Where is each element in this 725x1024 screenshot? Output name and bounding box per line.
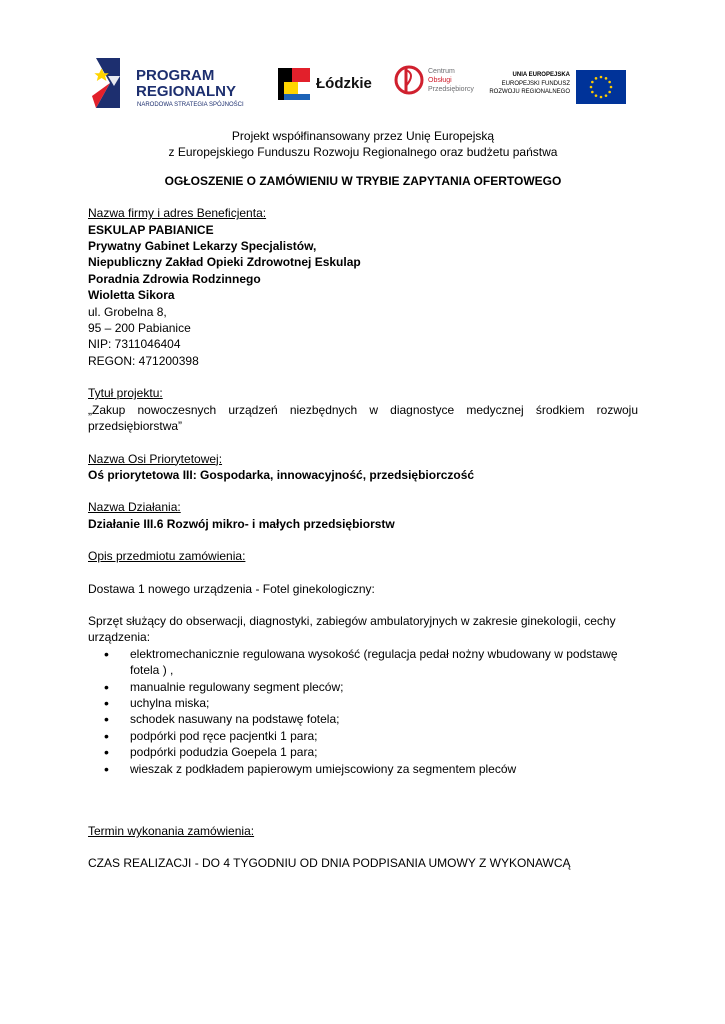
description-label: Opis przedmiotu zamówienia: — [88, 549, 246, 564]
lodzkie-logo — [278, 68, 378, 108]
cop-emblem — [394, 62, 424, 102]
lodzkie-text: Łódzkie — [316, 75, 372, 92]
eu-star-icon — [610, 86, 613, 89]
beneficiary-name-2: Prywatny Gabinet Lekarzy Specjalistów, — [88, 239, 317, 254]
list-item: • manualnie regulowany segment pleców; — [130, 679, 638, 695]
deadline-label: Termin wykonania zamówienia: — [88, 824, 255, 838]
deadline-section — [88, 823, 638, 872]
program-line2: REGIONALNY — [136, 83, 237, 100]
address-nip: NIP: 7311046404 — [88, 337, 181, 352]
description-section — [88, 548, 638, 777]
beneficiary-name-1: ESKULAP PABIANICE — [88, 222, 214, 237]
program-regionalny-logo — [90, 56, 260, 112]
eu-line2: EUROPEJSKI FUNDUSZ — [501, 81, 570, 87]
eu-star-icon — [591, 81, 594, 84]
eu-star-icon — [600, 96, 603, 99]
list-item: • podpórki podudzia Goepela 1 para; — [130, 744, 638, 760]
eu-star-icon — [595, 94, 598, 97]
axis-label: Nazwa Osi Priorytetowej: — [88, 451, 223, 466]
cop-logo — [394, 62, 484, 110]
eu-star-icon — [600, 76, 603, 79]
beneficiary-name-3: Niepubliczny Zakład Opieki Zdrowotnej Eskulap — [88, 255, 361, 270]
features-list — [88, 646, 638, 777]
cofinance-line-1: Projekt współfinansowany przez Unię Europejską — [231, 129, 495, 143]
list-item: • schodek nasuwany na podstawę fotela; — [130, 711, 638, 727]
eu-logo — [489, 70, 628, 106]
project-title-line-1: „Zakup nowoczesnych urządzeń niezbędnych w diagnostyce medycznej środkiem rozwoju — [88, 402, 638, 417]
program-line3: NARODOWA STRATEGIA SPÓJNOŚCI — [137, 102, 244, 108]
eu-flag-icon — [576, 70, 626, 104]
beneficiary-section — [88, 205, 638, 369]
eu-line3: ROZWOJU REGIONALNEGO — [489, 89, 570, 95]
axis-value: Oś priorytetowa III: Gospodarka, innowacyjność, przedsiębiorczość — [88, 467, 475, 482]
cofinance-line-2: z Europejskiego Funduszu Rozwoju Regionalnego oraz budżetu państwa — [168, 145, 558, 160]
beneficiary-name-4: Poradnia Zdrowia Rodzinnego — [88, 271, 261, 286]
address-street: ul. Grobelna 8, — [88, 304, 167, 319]
action-value: Działanie III.6 Rozwój mikro- i małych przedsiębiorstw — [88, 516, 395, 531]
address-regon: REGON: 471200398 — [88, 353, 199, 368]
logo-strip — [88, 56, 628, 112]
eu-star-icon — [608, 81, 611, 84]
list-item: • uchylna miska; — [130, 695, 638, 711]
lodzkie-emblem — [278, 68, 310, 100]
eu-star-icon — [608, 91, 611, 94]
program-regionalny-emblem — [90, 56, 124, 110]
eu-star-icon — [595, 77, 598, 80]
program-line1: PROGRAM — [136, 67, 215, 84]
deadline-value: CZAS REALIZACJI - DO 4 TYGODNIU OD DNIA PODPISANIA UMOWY Z WYKONAWCĄ — [88, 856, 571, 871]
document-title: OGŁOSZENIE O ZAMÓWIENIU W TRYBIE ZAPYTANIA OFERTOWEGO — [164, 173, 562, 188]
list-item: • podpórki pod ręce pacjentki 1 para; — [130, 728, 638, 744]
eu-line1: UNIA EUROPEJSKA — [512, 72, 570, 78]
eu-star-icon — [605, 77, 608, 80]
project-section — [88, 385, 638, 434]
list-item: • wieszak z podkładem papierowym umiejscowiony za segmentem pleców — [130, 761, 638, 777]
cop-line1: Centrum — [428, 68, 455, 75]
beneficiary-name-5: Wioletta Sikora — [88, 288, 175, 303]
address-city: 95 – 200 Pabianice — [88, 321, 191, 336]
beneficiary-label: Nazwa firmy i adres Beneficjenta: — [88, 206, 267, 221]
project-title-line-2: przedsiębiorstwa” — [88, 419, 183, 434]
eu-star-icon — [591, 91, 594, 94]
list-item: • elektromechanicznie regulowana wysokość (regulacja pedał nożny wbudowany w podstawę fotela ) , — [130, 646, 638, 679]
action-label: Nazwa Działania: — [88, 500, 181, 515]
cop-line2: Obsługi — [428, 77, 452, 84]
axis-section — [88, 451, 638, 484]
eu-star-icon — [605, 94, 608, 97]
document-body — [88, 128, 638, 872]
equipment-intro: Sprzęt służący do obserwacji, diagnostyki, zabiegów ambulatoryjnych w zakresie ginekologii, cechy urządzenia: — [88, 613, 616, 645]
action-section — [88, 499, 638, 532]
delivery-text: Dostawa 1 nowego urządzenia - Fotel ginekologiczny: — [88, 581, 375, 596]
project-label: Tytuł projektu: — [88, 386, 163, 401]
eu-star-icon — [590, 86, 593, 89]
cop-line3: Przedsiębiorcy — [428, 86, 474, 93]
